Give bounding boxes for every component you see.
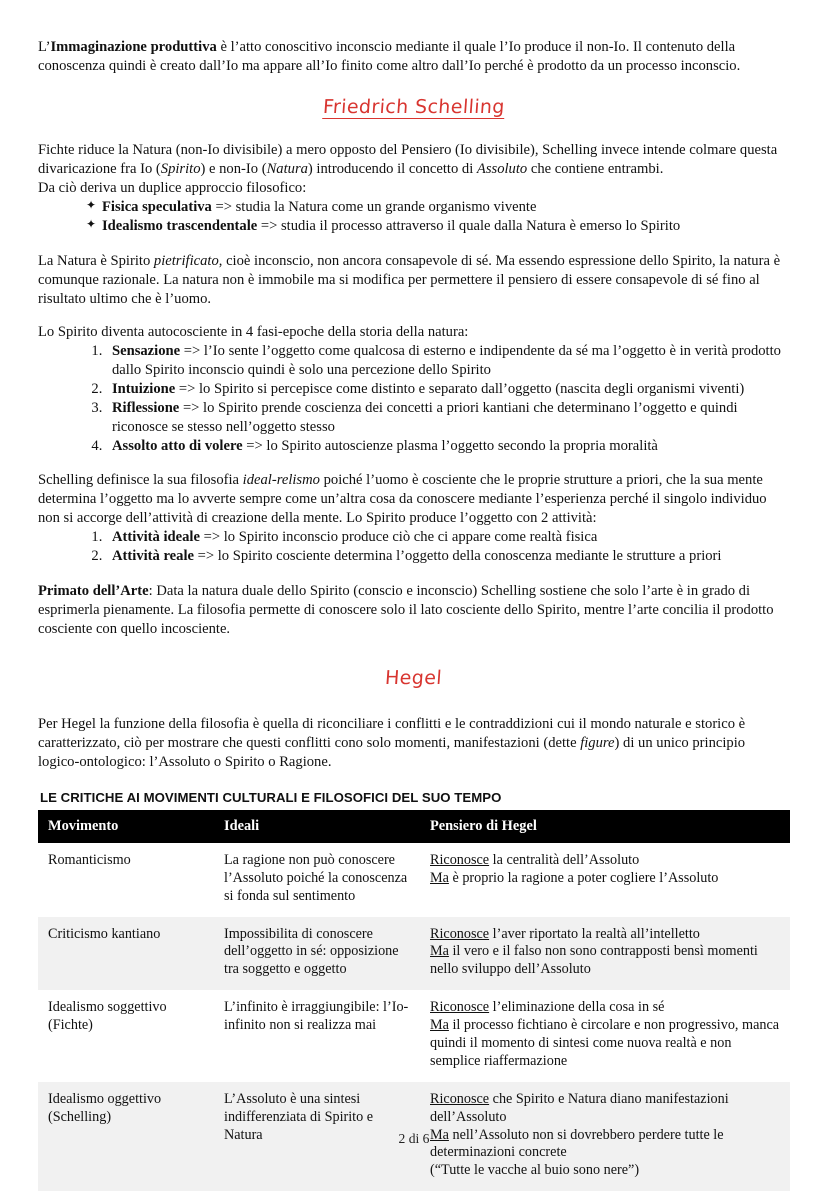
pensiero-line (430, 999, 780, 1017)
schelling-p2-b: , cioè inconscio, non ancora consapevole di sé. Ma essendo espressione dello Spirito, la natura è comunque razionale. La natura non è immobile ma si modifica per permettere il pensiero di essere consapevole di sé fino al risultato ultimo che è l’uomo. (38, 253, 781, 308)
hegel-p1-a: Per Hegel la funzione della filosofia è quella di riconciliare i conflitti e le contraddizioni cui il mondo naturale e storico è caratterizzato, ciò per mostrare che questi conflitti cono solo momenti, manifestazioni (dette (38, 715, 746, 751)
schelling-fasi-list (38, 342, 790, 456)
schelling-p1-c: ) introducendo il concetto di (307, 160, 477, 177)
bullet-bold-term: Fisica speculativa (102, 198, 212, 215)
primato-rest: : Data la natura duale dello Spirito (conscio e inconscio) Schelling sostiene che solo l’arte è in grado di esprimerla pienamente. La filosofia permette di conoscere solo il lato cosciente dello Spirito, mentre l’arte concilia il prodotto cosciente con quello incosciente. (38, 582, 774, 637)
schelling-p1-italic-assoluto: Assoluto (476, 160, 528, 177)
table-header-row (38, 810, 790, 843)
pensiero-underlined: Ma (430, 1126, 449, 1143)
pensiero-line (430, 1091, 780, 1127)
attivita-rest: => lo Spirito inconscio produce ciò che ci appare come realtà fisica (199, 528, 598, 545)
list-item (86, 198, 790, 217)
pensiero-rest: l’aver riportato la realtà all’intelletto (489, 925, 700, 942)
schelling-paragraph-2 (38, 252, 790, 309)
cell-ideali: La ragione non può conoscere l’Assoluto poiché la conoscenza si fonda sul sentimento (214, 843, 420, 917)
list-item (106, 528, 790, 547)
fase-bold-term: Intuizione (112, 381, 176, 398)
list-item (106, 380, 790, 399)
fase-rest: => lo Spirito si percepisce come distinto e separato dall’oggetto (nascita degli organismi viventi) (175, 381, 745, 398)
list-item (106, 342, 790, 380)
schelling-p4-a: Schelling definisce la sua filosofia (38, 472, 243, 489)
table-row (38, 990, 790, 1082)
fase-bold-term: Sensazione (112, 343, 181, 360)
bullet-bold-term: Idealismo trascendentale (102, 218, 258, 235)
hegel-heading-wrap (38, 667, 790, 689)
pensiero-rest: nell’Assoluto non si dovrebbero perdere tutte le determinazioni concrete (430, 1126, 724, 1161)
schelling-heading-wrap (38, 96, 790, 119)
primato-arte-paragraph (38, 582, 790, 639)
pensiero-rest: la centralità dell’Assoluto (489, 851, 640, 868)
schelling-p1-b: ) e non-Io ( (200, 160, 267, 177)
schelling-heading-text: Friedrich Schelling (322, 95, 506, 118)
schelling-paragraph-4 (38, 471, 790, 528)
pensiero-rest: (“Tutte le vacche al buio sono nere”) (430, 1162, 640, 1179)
pensiero-rest: che Spirito e Natura diano manifestazioni dell’Assoluto (430, 1090, 729, 1125)
pensiero-rest: è proprio la ragione a poter cogliere l’Assoluto (448, 869, 719, 886)
intro-prefix: L’ (38, 39, 51, 55)
schelling-heading (38, 96, 790, 119)
pensiero-line (430, 1162, 780, 1180)
schelling-p2-italic: pietrificato (153, 253, 219, 270)
fase-rest: => lo Spirito autoscienze plasma l’oggetto secondo la propria moralità (242, 438, 658, 455)
pensiero-line (430, 926, 780, 944)
page-footer (0, 1131, 828, 1147)
table-header-movimento: Movimento (38, 810, 214, 843)
bullet-rest: => studia la Natura come un grande organismo vivente (211, 198, 537, 215)
cell-movimento: Idealismo soggettivo (Fichte) (38, 990, 214, 1082)
cell-pensiero (420, 990, 790, 1082)
cell-pensiero (420, 843, 790, 917)
list-item (106, 547, 790, 566)
pensiero-rest: il processo fichtiano è circolare e non progressivo, manca quindi il momento di sintesi come nuova realtà e non semplice riaffermazione (430, 1017, 780, 1069)
list-item (106, 399, 790, 437)
cell-movimento: Idealismo oggettivo (Schelling) (38, 1082, 214, 1191)
pensiero-line (430, 943, 780, 979)
schelling-p4-b: poiché l’uomo è cosciente che le proprie strutture a priori, che la sua mente determina l’oggetto ma lo avverte sempre come un’altra cosa da conoscere mediante l’esperienza perché il singolo individuo non si accorge dell’attività di creazione della mente. Lo Spirito produce l’oggetto con 2 attività: (38, 472, 767, 526)
table-header-pensiero: Pensiero di Hegel (420, 810, 790, 843)
cell-pensiero (420, 917, 790, 991)
pensiero-rest: l’eliminazione della cosa in sé (489, 999, 665, 1016)
schelling-p4-italic: ideal-relismo (242, 472, 320, 489)
pensiero-underlined: Ma (430, 1017, 449, 1034)
intro-paragraph (38, 38, 790, 76)
attivita-bold-term: Attività reale (112, 547, 194, 564)
fase-rest: => l’Io sente l’oggetto come qualcosa di esterno e indipendente da sé ma l’oggetto è in verità prodotto dallo Spirito inconscio quindi è solo una percezione dello Spirito (112, 343, 781, 379)
hegel-heading-text: Hegel (384, 666, 444, 689)
schelling-approach-list (38, 198, 790, 237)
table-row (38, 917, 790, 991)
pensiero-line (430, 870, 780, 888)
list-item (106, 437, 790, 456)
pensiero-underlined: Ma (430, 943, 449, 960)
pensiero-underlined: Riconosce (430, 851, 490, 868)
table-title: LE CRITICHE AI MOVIMENTI CULTURALI E FILOSOFICI DEL SUO TEMPO (40, 789, 502, 805)
cell-ideali: L’infinito è irraggiungibile: l’Io-infinito non si realizza mai (214, 990, 420, 1082)
table-header-ideali: Ideali (214, 810, 420, 843)
fase-bold-term: Riflessione (112, 400, 180, 417)
list-item (86, 217, 790, 236)
table-row (38, 843, 790, 917)
schelling-p1-line3: Da ciò deriva un duplice approccio filosofico: (38, 179, 307, 196)
schelling-attivita-list (38, 528, 790, 566)
pensiero-underlined: Riconosce (430, 1090, 490, 1107)
primato-bold-term: Primato dell’Arte (38, 582, 149, 599)
pensiero-underlined: Riconosce (430, 999, 490, 1016)
attivita-bold-term: Attività ideale (112, 528, 200, 545)
fase-rest: => lo Spirito prende coscienza dei concetti a priori kantiani che determinano l’oggetto e quindi riconosce se stesso nell’oggetto stesso (112, 400, 738, 436)
hegel-paragraph-1 (38, 715, 790, 772)
schelling-p1-italic-spirito: Spirito (160, 160, 201, 177)
attivita-rest: => lo Spirito cosciente determina l’oggetto della conoscenza mediante le strutture a priori (194, 547, 722, 564)
fase-bold-term: Assolto atto di volere (112, 438, 243, 455)
cell-movimento: Criticismo kantiano (38, 917, 214, 991)
schelling-paragraph-1 (38, 141, 790, 198)
intro-bold-term: Immaginazione produttiva (50, 39, 217, 55)
cell-ideali: L’Assoluto è una sintesi indifferenziata di Spirito e Natura (214, 1082, 420, 1191)
intro-rest: è l’atto conoscitivo inconscio mediante il quale l’Io produce il non-Io. Il contenuto della conoscenza quindi è creato dall’Io ma appare all’Io finito come altro dall’Io perché è prodotto da un processo inconscio. (38, 39, 741, 74)
schelling-p1-italic-natura: Natura (266, 160, 308, 177)
hegel-p1-b: ) di un unico principio logico-ontologico: l’Assoluto o Spirito o Ragione. (38, 734, 746, 770)
pensiero-line (430, 852, 780, 870)
hegel-heading (38, 667, 790, 689)
schelling-p1-d: che contiene entrambi. (527, 160, 664, 177)
pensiero-line (430, 1017, 780, 1071)
bullet-rest: => studia il processo attraverso il quale dalla Natura è emerso lo Spirito (257, 218, 681, 235)
schelling-p2-a: La Natura è Spirito (38, 253, 154, 270)
cell-movimento: Romanticismo (38, 843, 214, 917)
hegel-p1-italic-figure: figure (580, 734, 615, 751)
pensiero-rest: il vero e il falso non sono contrapposti bensì momenti nello sviluppo dell’Assoluto (430, 943, 758, 978)
pensiero-underlined: Riconosce (430, 925, 490, 942)
page-number-label: 2 di 6 (398, 1131, 430, 1146)
pensiero-underlined: Ma (430, 869, 449, 886)
cell-ideali: Impossibilita di conoscere dell’oggetto in sé: opposizione tra soggetto e oggetto (214, 917, 420, 991)
schelling-paragraph-3: Lo Spirito diventa autocosciente in 4 fasi-epoche della storia della natura: (38, 324, 469, 341)
schelling-p1-a: Fichte riduce la Natura (non-Io divisibile) a mero opposto del Pensiero (Io divisibile), Schelling invece intende colmare questa divaricazione fra Io ( (38, 141, 778, 177)
